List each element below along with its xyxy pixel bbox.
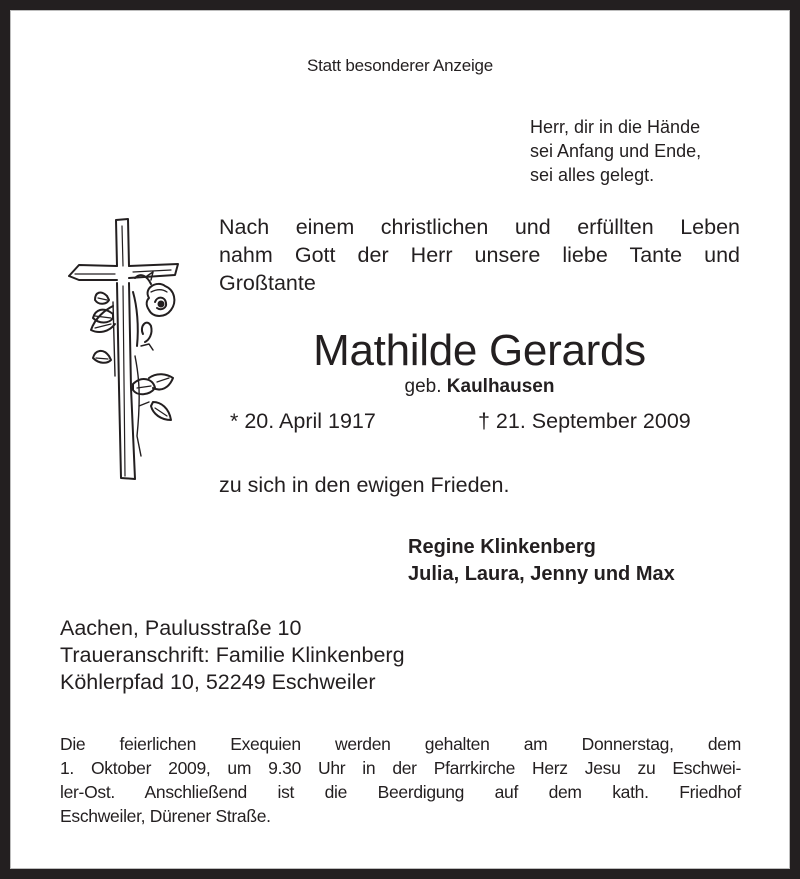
deceased-name: Mathilde Gerards xyxy=(313,326,646,375)
bible-verse xyxy=(530,115,701,187)
birth-name-line xyxy=(219,375,740,399)
verse-line: sei Anfang und Ende, xyxy=(530,141,702,161)
verse-line: sei alles gelegt. xyxy=(530,165,655,185)
service-line: ler-Ost. Anschließend ist die Beerdigung auf dem kath. Friedhof xyxy=(60,782,741,802)
obituary-notice xyxy=(10,10,790,869)
service-details xyxy=(60,732,741,828)
verse-line: Herr, dir in die Hände xyxy=(530,117,701,137)
peace-line: zu sich in den ewigen Frieden. xyxy=(219,473,510,497)
address-block xyxy=(60,615,405,696)
intro-line: Großtante xyxy=(219,271,316,295)
mourners-list xyxy=(408,534,675,588)
mourner-line: Julia, Laura, Jenny und Max xyxy=(408,563,675,585)
intro-line: nahm Gott der Herr unsere liebe Tante und xyxy=(219,243,740,267)
birth-prefix: geb. xyxy=(404,376,442,397)
death-date: † 21. September 2009 xyxy=(478,409,691,433)
header-note: Statt besonderer Anzeige xyxy=(306,56,494,75)
intro-line: Nach einem christlichen und erfüllten Leben xyxy=(219,215,740,239)
service-line: Eschweiler, Dürener Straße. xyxy=(60,806,271,826)
birth-date: * 20. April 1917 xyxy=(230,409,376,433)
cross-with-roses-icon xyxy=(65,206,185,488)
address-line: Traueranschrift: Familie Klinkenberg xyxy=(60,643,405,667)
intro-paragraph xyxy=(219,213,740,297)
service-line: Die feierlichen Exequien werden gehalten am Donnerstag, dem xyxy=(60,734,741,754)
address-line: Köhlerpfad 10, 52249 Eschweiler xyxy=(60,670,376,694)
service-line: 1. Oktober 2009, um 9.30 Uhr in der Pfarrkirche Herz Jesu zu Eschwei- xyxy=(60,758,741,778)
address-line: Aachen, Paulusstraße 10 xyxy=(60,616,302,640)
birth-name: Kaulhausen xyxy=(446,376,555,397)
mourner-line: Regine Klinkenberg xyxy=(408,536,596,558)
